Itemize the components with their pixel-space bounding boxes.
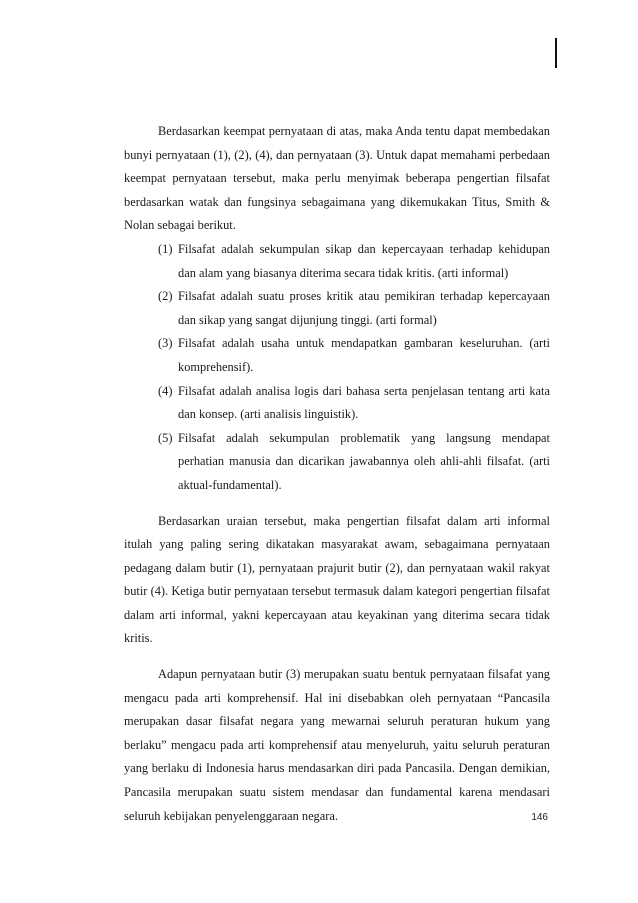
intro-paragraph: Berdasarkan keempat pernyataan di atas, maka Anda tentu dapat membedakan bunyi pernyataan (1), (2), (4), dan pernyataan (3). Untuk dapat memahami perbedaan keempat pernyataan tersebut, maka perlu menyimak beberapa pengertian filsafat berdasarkan watak dan fungsinya sebagaimana yang dikemukakan Titus, Smith & Nolan sebagai berikut. (124, 124, 550, 233)
list-item-number: (4) (158, 383, 173, 398)
informal-summary-paragraph: Berdasarkan uraian tersebut, maka pengertian filsafat dalam arti informal itulah yang paling sering dikatakan masyarakat awam, sebagaimana pernyataan pedagang dalam butir (1), pernyataan prajurit butir (2), dan pernyataan wakil rakyat butir (4). Ketiga butir pernyataan tersebut termasuk dalam kategori pengertian filsafat dalam arti informal, yakni kepercayaan atau keyakinan yang diterima secara tidak kritis. (124, 513, 550, 646)
list-item-number: (2) (158, 289, 173, 304)
list-item-text: Filsafat adalah sekumpulan sikap dan kepercayaan terhadap kehidupan dan alam yang biasanya diterima secara tidak kritis. (arti informal) (178, 241, 550, 280)
list-item-text: Filsafat adalah sekumpulan problematik yang langsung mendapat perhatian manusia dan dicarikan jawabannya oleh ahli-ahli filsafat. (arti aktual-fundamental). (178, 430, 550, 492)
list-item-text: Filsafat adalah suatu proses kritik atau pemikiran terhadap kepercayaan dan sikap yang sangat dijunjung tinggi. (arti formal) (178, 289, 550, 327)
list-item (124, 380, 550, 427)
list-item-number: (1) (158, 241, 173, 256)
list-item (124, 285, 550, 332)
list-item-number: (5) (158, 430, 173, 445)
list-item-text: Filsafat adalah usaha untuk mendapatkan gambaran keseluruhan. (arti komprehensif). (178, 336, 550, 374)
body-text (124, 120, 550, 828)
definition-list (124, 238, 550, 498)
comprehensive-paragraph: Adapun pernyataan butir (3) merupakan suatu bentuk pernyataan filsafat yang mengacu pada arti komprehensif. Hal ini disebabkan oleh pernyataan “Pancasila merupakan dasar filsafat negara yang mewarnai seluruh peraturan hukum yang berlaku” mengacu pada arti komprehensif atau menyeluruh, yaitu seluruh peraturan yang berlaku di Indonesia harus mendasarkan diri pada Pancasila. Dengan demikian, Pancasila merupakan suatu sistem mendasar dan fundamental karena mendasari seluruh kebijakan penyelenggaraan negara. (124, 667, 550, 823)
list-item-text: Filsafat adalah analisa logis dari bahasa serta penjelasan tentang arti kata dan konsep. (arti analisis linguistik). (178, 383, 550, 422)
list-item (124, 238, 550, 285)
page-corner-mark (555, 38, 557, 68)
list-item (124, 332, 550, 379)
list-item-number: (3) (158, 336, 173, 351)
list-item (124, 427, 550, 498)
page-number: 146 (531, 812, 548, 823)
